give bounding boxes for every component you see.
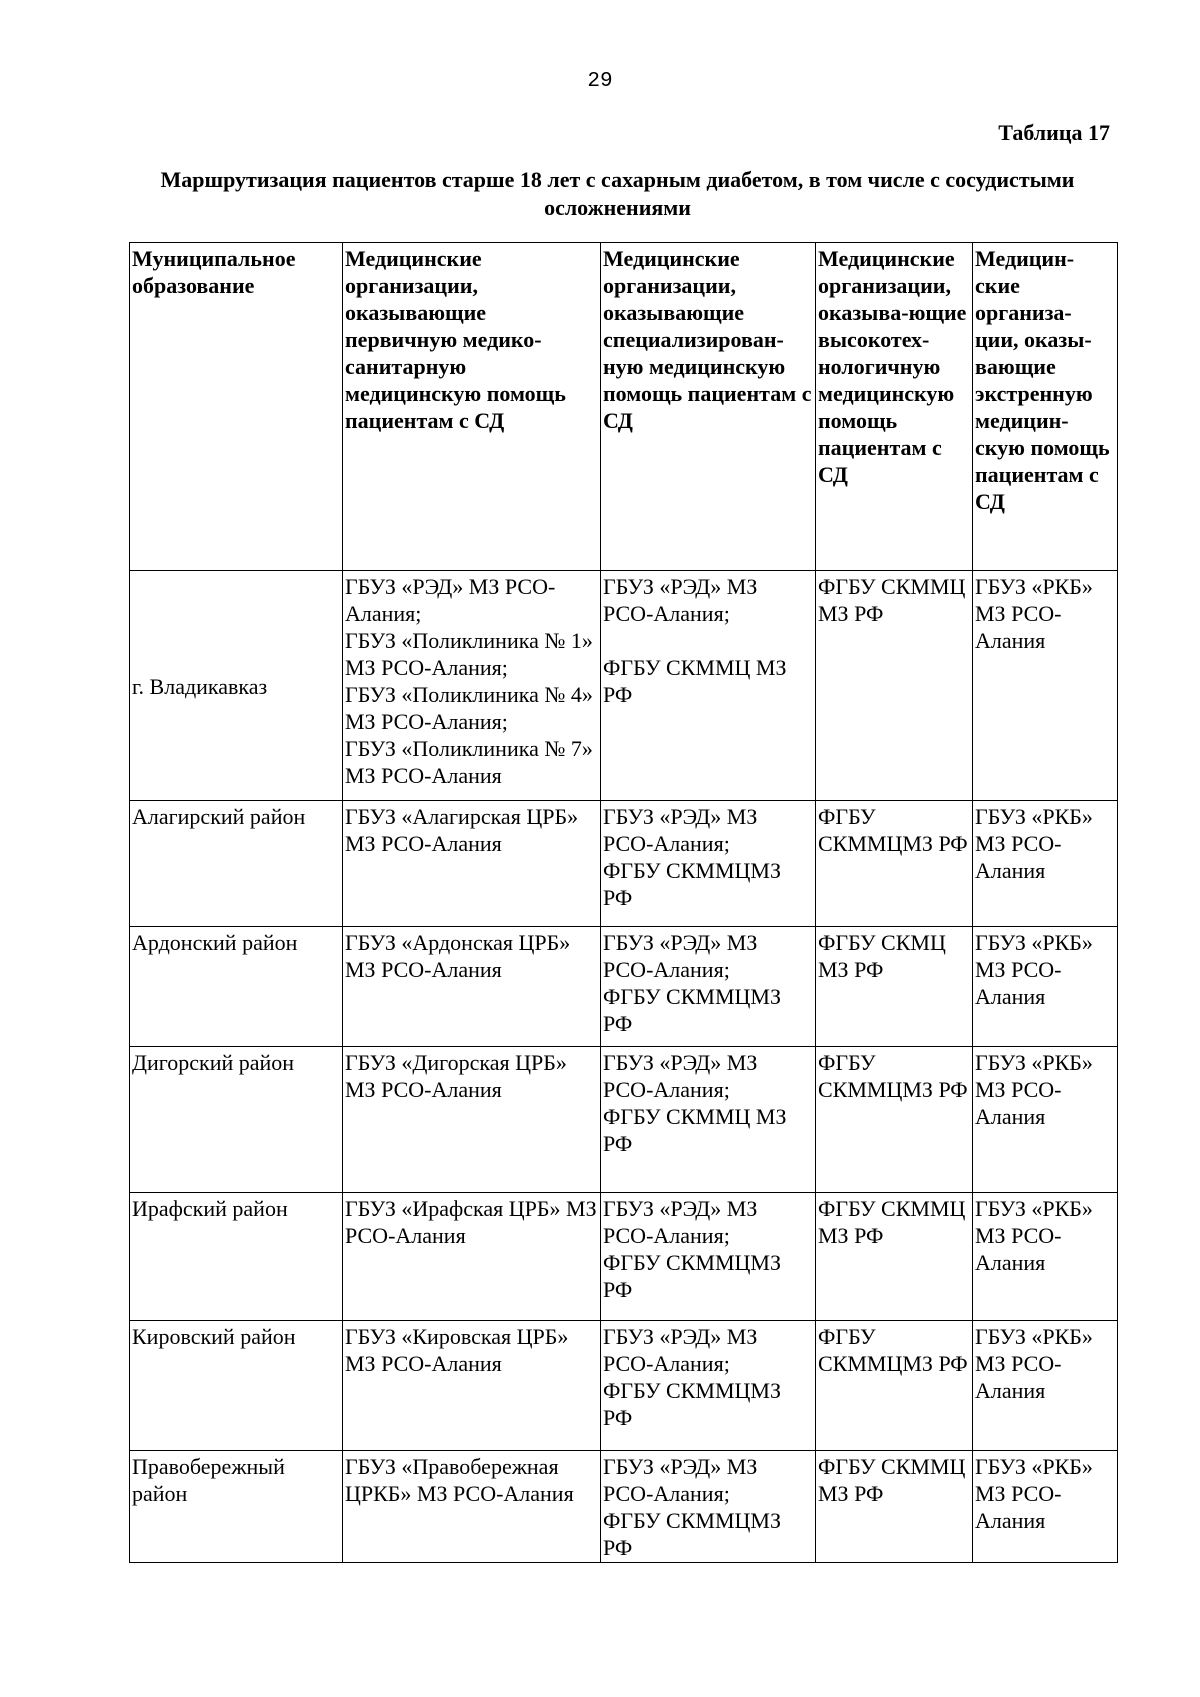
cell-specialized-care: ГБУЗ «РЭД» МЗ РСО-Алания; ФГБУ СКММЦМЗ РФ: [601, 1193, 816, 1321]
cell-emergency-care: ГБУЗ «РКБ» МЗ РСО-Алания: [973, 1451, 1118, 1563]
cell-emergency-care: ГБУЗ «РКБ» МЗ РСО-Алания: [973, 1321, 1118, 1451]
cell-specialized-care: ГБУЗ «РЭД» МЗ РСО-Алания; ФГБУ СКММЦМЗ РФ: [601, 1321, 816, 1451]
table-body: [130, 571, 1118, 1563]
cell-high-tech-care: ФГБУ СКММЦМЗ РФ: [816, 1321, 973, 1451]
cell-high-tech-care: ФГБУ СКММЦ МЗ РФ: [816, 1193, 973, 1321]
cell-municipality: Ирафский район: [130, 1193, 343, 1321]
cell-high-tech-care: ФГБУ СКММЦМЗ РФ: [816, 801, 973, 927]
document-title: Маршрутизация пациентов старше 18 лет с сахарным диабетом, в том числе с сосудистыми осложнениями: [160, 167, 1075, 220]
cell-emergency-care: ГБУЗ «РКБ» МЗ РСО-Алания: [973, 927, 1118, 1047]
cell-municipality: Ардонский район: [130, 927, 343, 1047]
cell-emergency-care: ГБУЗ «РКБ» МЗ РСО-Алания: [973, 571, 1118, 801]
table-row: [130, 927, 1118, 1047]
cell-emergency-care: ГБУЗ «РКБ» МЗ РСО-Алания: [973, 801, 1118, 927]
cell-municipality: Дигорский район: [130, 1047, 343, 1193]
cell-high-tech-care: ФГБУ СКМЦ МЗ РФ: [816, 927, 973, 1047]
cell-emergency-care: ГБУЗ «РКБ» МЗ РСО-Алания: [973, 1047, 1118, 1193]
cell-municipality: Кировский район: [130, 1321, 343, 1451]
cell-primary-care: ГБУЗ «РЭД» МЗ РСО-Алания; ГБУЗ «Поликлиника № 1» МЗ РСО-Алания; ГБУЗ «Поликлиника № 4» МЗ РСО-Алания; ГБУЗ «Поликлиника № 7» МЗ РСО-Алания: [343, 571, 601, 801]
column-header-emergency-care: Медицин-ские организа-ции, оказы-вающие экстренную медицин-скую помощь пациентам с СД: [973, 243, 1118, 571]
table-header-row: [130, 243, 1118, 571]
column-header-specialized-care: Медицинские организации, оказывающие специализирован-ную медицинскую помощь пациентам с СД: [601, 243, 816, 571]
cell-municipality: Алагирский район: [130, 801, 343, 927]
cell-high-tech-care: ФГБУ СКММЦ МЗ РФ: [816, 571, 973, 801]
table-row: [130, 1047, 1118, 1193]
table-row: [130, 1193, 1118, 1321]
cell-high-tech-care: ФГБУ СКММЦМЗ РФ: [816, 1047, 973, 1193]
cell-primary-care: ГБУЗ «Ардонская ЦРБ» МЗ РСО-Алания: [343, 927, 601, 1047]
cell-emergency-care: ГБУЗ «РКБ» МЗ РСО-Алания: [973, 1193, 1118, 1321]
cell-primary-care: ГБУЗ «Дигорская ЦРБ» МЗ РСО-Алания: [343, 1047, 601, 1193]
cell-specialized-care: ГБУЗ «РЭД» МЗ РСО-Алания; ФГБУ СКММЦМЗ РФ: [601, 1451, 816, 1563]
column-header-high-tech-care: Медицинские организации, оказыва-ющие высокотех-нологичную медицинскую помощь пациентам с СД: [816, 243, 973, 571]
cell-primary-care: ГБУЗ «Кировская ЦРБ» МЗ РСО-Алания: [343, 1321, 601, 1451]
cell-primary-care: ГБУЗ «Правобережная ЦРКБ» МЗ РСО-Алания: [343, 1451, 601, 1563]
cell-specialized-care: ГБУЗ «РЭД» МЗ РСО-Алания; ФГБУ СКММЦМЗ РФ: [601, 927, 816, 1047]
cell-municipality: г. Владикавказ: [130, 571, 343, 801]
cell-specialized-care: ГБУЗ «РЭД» МЗ РСО-Алания; ФГБУ СКММЦМЗ РФ: [601, 801, 816, 927]
table-number: Таблица 17: [998, 120, 1110, 145]
column-header-municipality: Муниципальное образование: [130, 243, 343, 571]
cell-specialized-care: ГБУЗ «РЭД» МЗ РСО-Алания; ФГБУ СКММЦ МЗ РФ: [601, 1047, 816, 1193]
table-row: [130, 571, 1118, 801]
cell-primary-care: ГБУЗ «Ирафская ЦРБ» МЗ РСО-Алания: [343, 1193, 601, 1321]
table-row: [130, 801, 1118, 927]
page-number: 29: [587, 70, 613, 93]
cell-primary-care: ГБУЗ «Алагирская ЦРБ» МЗ РСО-Алания: [343, 801, 601, 927]
routing-table: [129, 242, 1118, 1563]
cell-specialized-care: ГБУЗ «РЭД» МЗ РСО-Алания; ФГБУ СКММЦ МЗ РФ: [601, 571, 816, 801]
table-row: [130, 1321, 1118, 1451]
cell-high-tech-care: ФГБУ СКММЦ МЗ РФ: [816, 1451, 973, 1563]
cell-municipality: Правобережный район: [130, 1451, 343, 1563]
column-header-primary-care: Медицинские организации, оказывающие первичную медико-санитарную медицинскую помощь пациентам с СД: [343, 243, 601, 571]
table-row: [130, 1451, 1118, 1563]
